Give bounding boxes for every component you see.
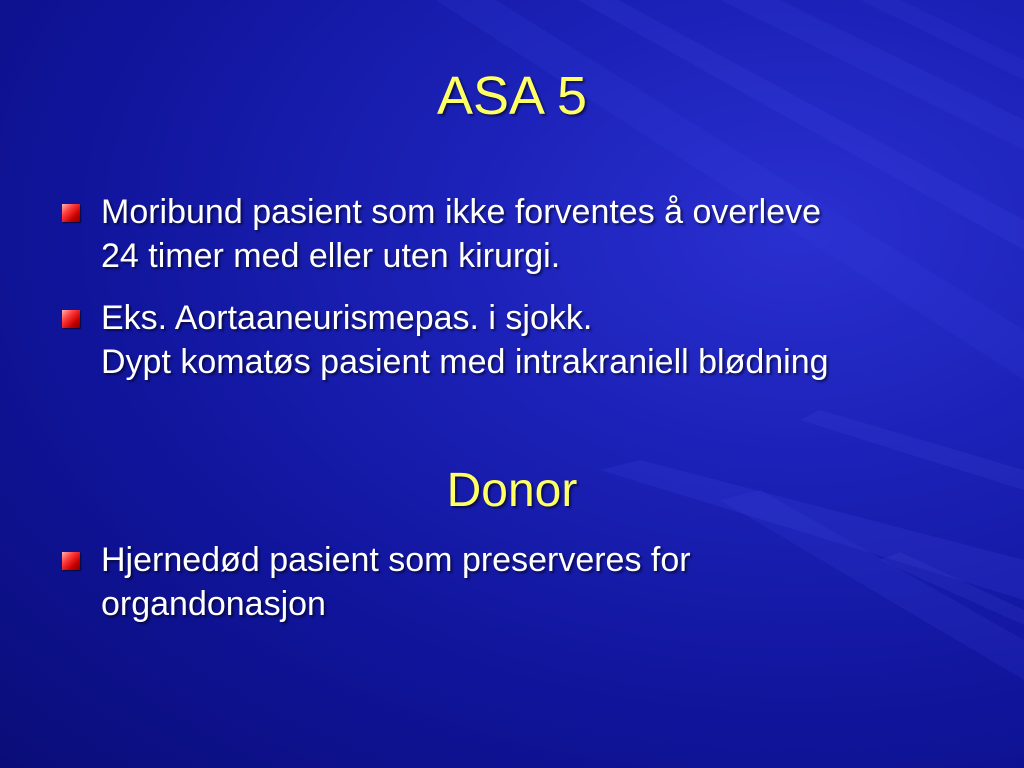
bullet-line: Eks. Aortaaneurismepas. i sjokk. [101,299,593,337]
bullet-text [101,538,971,626]
section-heading: Donor [446,464,578,517]
bullet-marker-icon [62,204,80,222]
bullet-line: Hjernedød pasient som preserveres for [101,541,691,579]
bullet-line: 24 timer med eller uten kirurgi. [101,237,561,275]
bullet-line: organdonasjon [101,585,326,623]
bullet-marker-icon [62,310,80,328]
bullet-line: Dypt komatøs pasient med intrakraniell blødning [101,343,829,381]
bullet-line: Moribund pasient som ikke forventes å overleve [101,193,822,231]
bullet-text [101,190,971,278]
bullet-text [101,296,971,384]
bullet-marker-icon [62,552,80,570]
slide-title: ASA 5 [436,66,588,126]
